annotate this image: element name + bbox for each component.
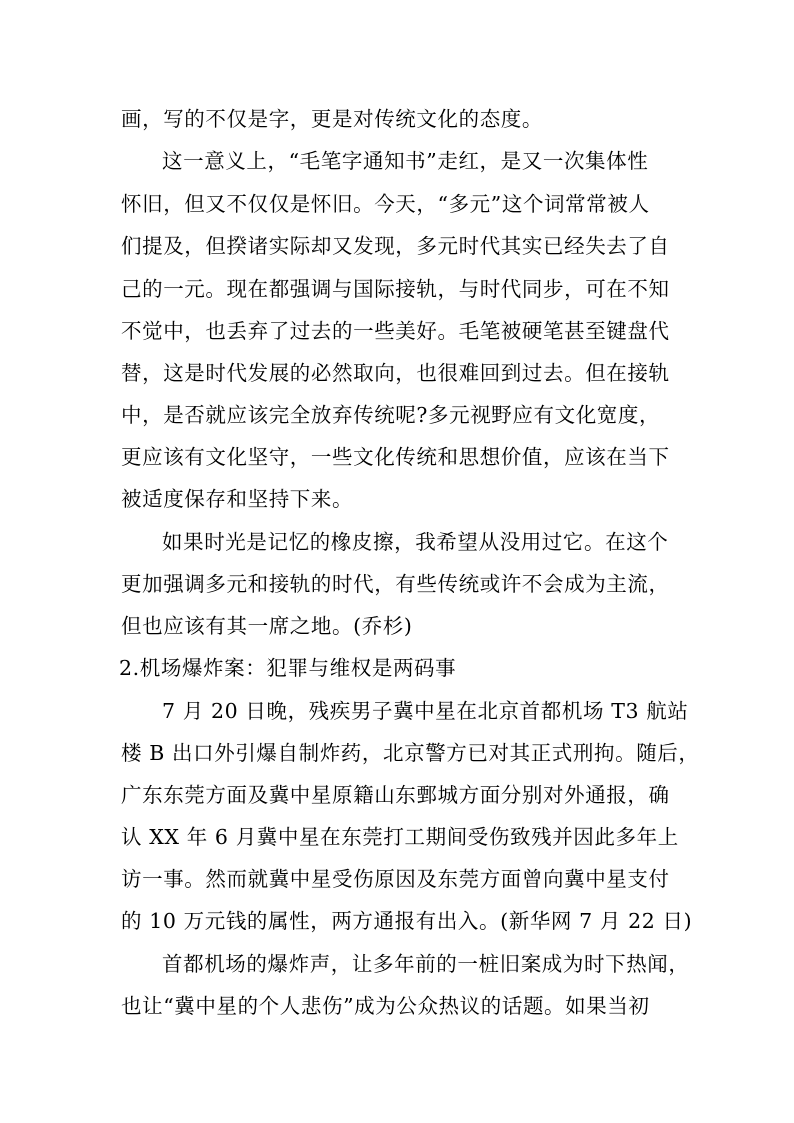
text-line: 首都机场的爆炸声，让多年前的一桩旧案成为时下热闻， — [162, 952, 690, 976]
text-line: 的 10 万元钱的属性，两方通报有出入。(新华网 7 月 22 日) — [121, 909, 693, 933]
text-line: 画，写的不仅是字，更是对传统文化的态度。 — [121, 107, 543, 131]
text-line: 访一事。然而就冀中星受伤原因及东莞方面曾向冀中星支付 — [121, 867, 670, 891]
text-line: 中，是否就应该完全放弃传统呢?多元视野应有文化宽度， — [121, 403, 661, 427]
text-line: 怀旧，但又不仅仅是怀旧。今天，“多元”这个词常常被人 — [121, 192, 650, 216]
text-line: 7 月 20 日晚，残疾男子冀中星在北京首都机场 T3 航站 — [162, 699, 689, 723]
text-line: 己的一元。现在都强调与国际接轨，与时代同步，可在不知 — [121, 277, 670, 301]
text-line: 这一意义上，“毛笔字通知书”走红，是又一次集体性 — [162, 149, 649, 173]
text-line: 如果时光是记忆的橡皮擦，我希望从没用过它。在这个 — [162, 530, 669, 554]
text-line: 们提及，但揆诸实际却又发现，多元时代其实已经失去了自 — [121, 234, 670, 258]
text-line: 不觉中，也丢弃了过去的一些美好。毛笔被硬笔甚至键盘代 — [121, 319, 670, 343]
text-line: 也让“冀中星的个人悲伤”成为公众热议的话题。如果当初 — [121, 994, 650, 1018]
text-line: 楼 B 出口外引爆自制炸药，北京警方已对其正式刑拘。随后， — [121, 741, 700, 765]
text-line: 更加强调多元和接轨的时代，有些传统或许不会成为主流， — [121, 572, 670, 596]
text-line: 替，这是时代发展的必然取向，也很难回到过去。但在接轨 — [121, 361, 670, 385]
text-line: 但也应该有其一席之地。(乔杉) — [121, 614, 413, 638]
section-heading: 2.机场爆炸案：犯罪与维权是两码事 — [119, 656, 457, 680]
text-line: 认 XX 年 6 月冀中星在东莞打工期间受伤致残并因此多年上 — [121, 825, 679, 849]
text-line: 被适度保存和坚持下来。 — [121, 487, 354, 511]
text-line: 广东东莞方面及冀中星原籍山东鄄城方面分别对外通报，确 — [121, 783, 670, 807]
text-line: 更应该有文化坚守，一些文化传统和思想价值，应该在当下 — [121, 445, 670, 469]
